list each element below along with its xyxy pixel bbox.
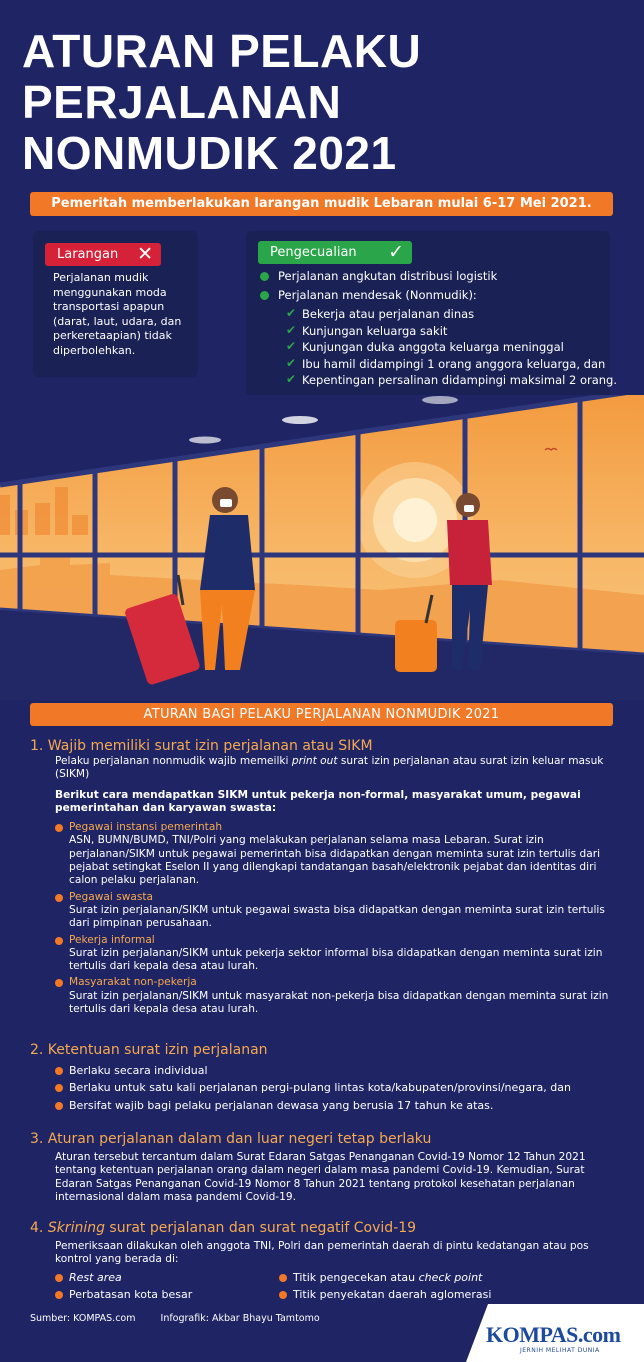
logo-tagline: JERNIH MELIHAT DUNIA	[520, 1347, 600, 1354]
section-text: Pemeriksaan dilakukan oleh anggota TNI, Polri dan pemerintah daerah di pintu kedatangan atau pos kontrol yang berada di:	[55, 1240, 589, 1266]
item-heading: Pegawai swasta	[69, 890, 154, 903]
list-item	[55, 1271, 279, 1284]
section-4	[30, 1219, 620, 1305]
heading-text: surat perjalanan dan surat negatif Covid-19	[104, 1220, 417, 1236]
item-text: Bersifat wajib bagi pelaku perjalanan dewasa yang berusia 17 tahun ke atas.	[69, 1098, 494, 1112]
intro-italic: print out	[291, 755, 338, 767]
item-text: Titik penyekatan daerah aglomerasi	[293, 1287, 492, 1301]
bullet-icon	[55, 894, 63, 902]
item-text: Kepentingan persalinan didampingi maksimal 2 orang.	[302, 373, 618, 387]
item-heading: Pekerja informal	[69, 933, 155, 946]
larangan-text: Perjalanan mudik menggunakan moda transportasi apapun (darat, laut, udara, dan perkeretaapian) tidak diperbolehkan.	[53, 271, 182, 357]
section-body	[55, 755, 620, 1016]
check-icon: ✔	[286, 339, 297, 353]
bullet-icon	[55, 1102, 63, 1110]
checkmark-icon: ✓	[388, 241, 404, 263]
section-strong: Berikut cara mendapatkan SIKM untuk pekerja non-formal, masyarakat umum, pegawai pemerintahan dan karyawan swasta:	[55, 788, 581, 814]
pengecualian-label: Pengecualian	[270, 245, 357, 260]
sub-item	[280, 307, 610, 322]
larangan-label: Larangan	[57, 247, 119, 262]
item-text: Surat izin perjalanan/SIKM untuk pegawai swasta bisa didapatkan dengan meminta surat izin tertulis dari pimpinan perusahaan.	[69, 903, 605, 930]
page-title	[22, 26, 622, 179]
heading-number: 4.	[30, 1220, 48, 1236]
item-text: Bekerja atau perjalanan dinas	[302, 307, 475, 321]
footer-source: Sumber: KOMPAS.com	[30, 1313, 136, 1324]
section-body	[55, 1064, 620, 1112]
list-item	[55, 1081, 620, 1094]
bullet-icon	[279, 1274, 287, 1282]
sub-item	[280, 324, 610, 339]
check-icon: ✔	[286, 322, 297, 337]
bullet-icon	[55, 1067, 63, 1075]
section-heading-bar: ATURAN BAGI PELAKU PERJALANAN NONMUDIK 2021	[30, 703, 613, 726]
bullet-icon	[55, 979, 63, 987]
kompas-logo[interactable]	[466, 1304, 644, 1362]
footer-credit: Infografik: Akbar Bhayu Tamtomo	[160, 1313, 320, 1324]
bullet-icon	[55, 824, 63, 832]
section-2	[30, 1041, 620, 1116]
exception-list	[260, 269, 618, 392]
bullet-icon	[55, 1291, 63, 1299]
list-item	[279, 1288, 579, 1301]
item-italic: check point	[418, 1270, 483, 1284]
sub-list	[278, 306, 618, 388]
airport-illustration	[0, 395, 644, 700]
item-text: Berlaku secara individual	[69, 1064, 208, 1077]
item-text: Titik pengecekan atau	[293, 1270, 419, 1284]
pengecualian-box	[246, 231, 618, 401]
bullet-icon	[260, 291, 269, 300]
check-icon: ✔	[286, 355, 297, 370]
cross-icon: ✕	[137, 243, 153, 265]
section-body: Aturan tersebut tercantum dalam Surat Edaran Satgas Penanganan Covid-19 Nomor 12 Tahun 2021 tentang ketentuan perjalanan orang dalam negeri dalam masa pandemi Covid-19. Kemudian, Surat Edaran Satgas Penanganan Covid-19 Nomor 8 Tahun 2021 tentang protokol kesehatan perjalanan internasional dalam masa pandemi Covid-19.	[55, 1151, 586, 1203]
title-line: NONMUDIK 2021	[22, 127, 397, 179]
list-item	[260, 288, 618, 388]
list-item	[55, 1099, 620, 1112]
item-heading: Pegawai instansi pemerintah	[69, 821, 223, 834]
pengecualian-pill	[258, 241, 412, 264]
bullet-icon	[55, 1084, 63, 1092]
title-line: PERJALANAN	[22, 76, 342, 128]
list-item	[55, 1064, 620, 1077]
item-text: Perjalanan mendesak (Nonmudik):	[278, 288, 477, 302]
list-item	[55, 976, 620, 1016]
section-heading: 1. Wajib memiliki surat izin perjalanan atau SIKM	[30, 738, 373, 754]
item-text: Ibu hamil didampingi 1 orang anggora keluarga, dan	[302, 356, 606, 371]
list-item	[55, 821, 620, 887]
item-text: Perjalanan angkutan distribusi logistik	[278, 269, 498, 283]
title-line: ATURAN PELAKU	[22, 25, 422, 77]
item-text: Berlaku untuk satu kali perjalanan pergi-pulang lintas kota/kabupaten/provinsi/negara, dan	[69, 1081, 571, 1095]
item-text: Kunjungan duka anggota keluarga meninggal	[302, 340, 564, 354]
announcement-banner: Pemeritah memberlakukan larangan mudik Lebaran mulai 6-17 Mei 2021.	[30, 192, 613, 216]
check-icon: ✔	[286, 306, 297, 320]
sub-item	[280, 372, 618, 388]
intro-text: Pelaku perjalanan nonmudik wajib memeilki	[55, 755, 292, 767]
list-item	[279, 1271, 579, 1284]
section-1	[30, 737, 620, 1019]
item-text: Rest area	[69, 1270, 122, 1284]
item-heading: Masyarakat non-pekerja	[69, 976, 197, 989]
section-heading: 2. Ketentuan surat izin perjalanan	[30, 1042, 268, 1058]
list-item	[55, 1288, 279, 1301]
section-heading	[30, 1219, 620, 1237]
location-grid	[55, 1271, 620, 1306]
footer	[30, 1313, 342, 1324]
item-text: ASN, BUMN/BUMD, TNI/Polri yang melakukan perjalanan selama masa Lebaran. Surat izin perjalanan/SIKM untuk pegawai pemerintah bisa didapatkan dengan meminta surat izin tertulis dari pejabat setingkat Eselon II yang dilengkapi tandatangan basah/elektronik pejabat dan identitas diri calon pelaku perjalanan.	[69, 834, 601, 887]
list-item	[55, 891, 620, 931]
sikm-list	[55, 821, 620, 1016]
bullet-icon	[279, 1291, 287, 1299]
heading-italic: Skrining	[47, 1220, 105, 1236]
section-intro	[55, 755, 620, 782]
larangan-box	[33, 231, 198, 377]
bullet-icon	[55, 937, 63, 945]
section-heading: 3. Aturan perjalanan dalam dan luar negeri tetap berlaku	[30, 1131, 432, 1147]
section-body	[55, 1240, 620, 1305]
item-text: Surat izin perjalanan/SIKM untuk masyarakat non-pekerja bisa didapatkan dengan meminta surat izin tertulis dari kepala desa atau lurah.	[69, 989, 609, 1016]
list-item	[260, 269, 610, 284]
section-3	[30, 1130, 620, 1204]
larangan-pill	[45, 243, 161, 266]
list-item	[55, 934, 620, 974]
bullet-icon	[55, 1274, 63, 1282]
intro-text: surat izin perjalanan atau surat izin keluar masuk (SIKM)	[55, 755, 604, 781]
logo-name: KOMPAS.com	[486, 1322, 621, 1347]
check-icon: ✔	[286, 372, 297, 386]
sub-item	[280, 340, 610, 355]
bullet-icon	[260, 272, 269, 281]
sub-item	[280, 357, 610, 372]
item-text: Kunjungan keluarga sakit	[302, 323, 448, 338]
item-text: Perbatasan kota besar	[69, 1287, 193, 1301]
item-text: Surat izin perjalanan/SIKM untuk pekerja sektor informal bisa didapatkan dengan meminta surat izin tertulis dari kepala desa atau lurah.	[69, 946, 603, 973]
